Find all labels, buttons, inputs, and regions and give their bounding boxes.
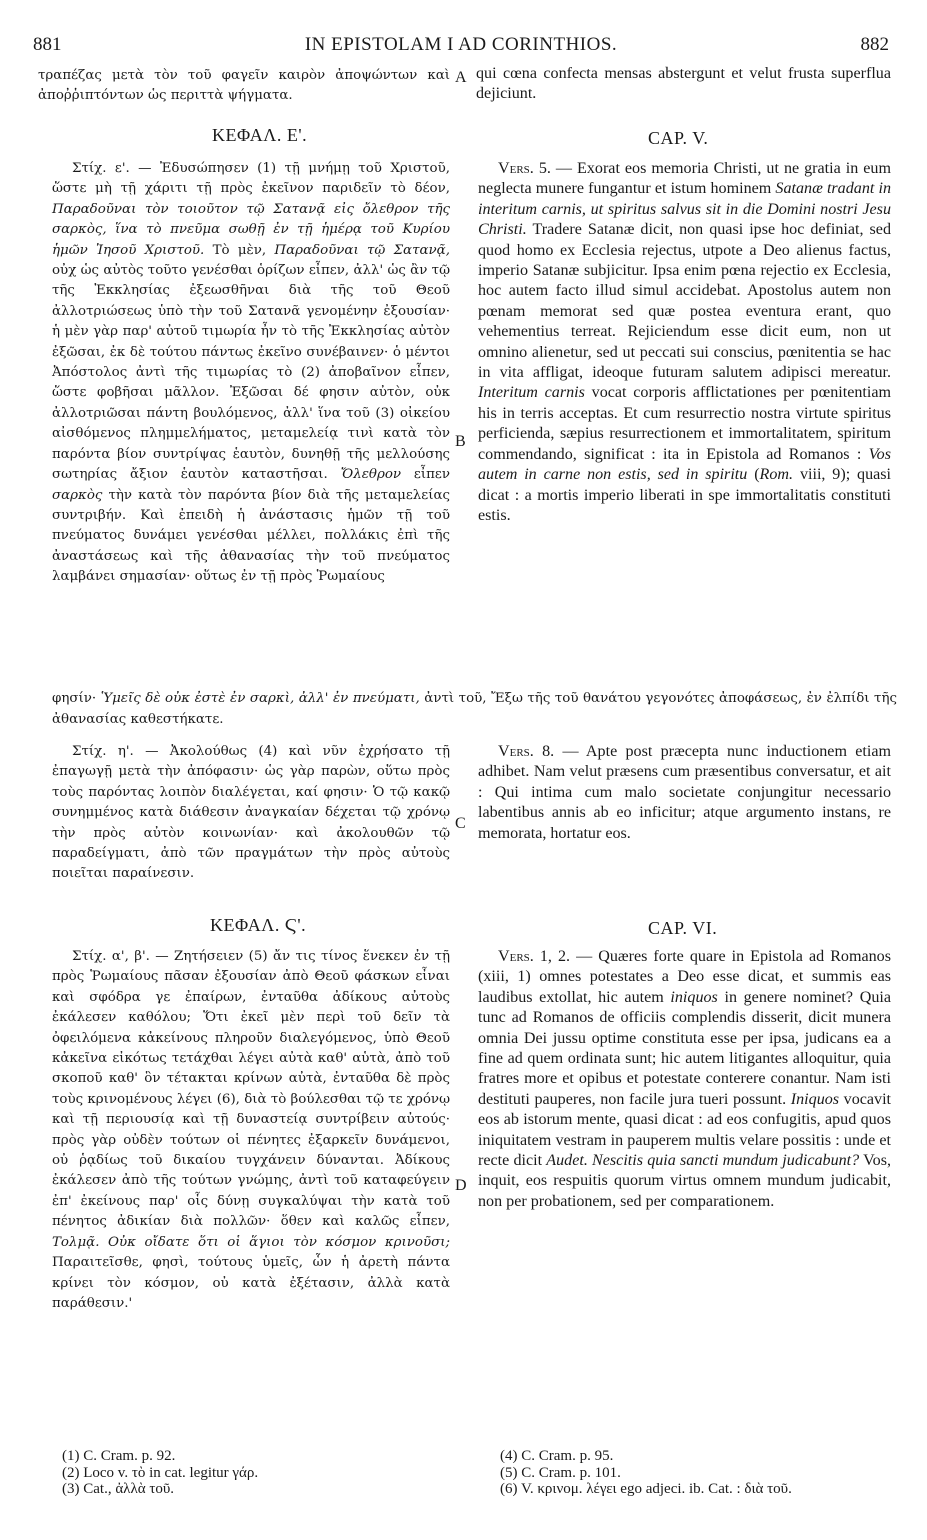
running-header xyxy=(33,34,889,58)
page-number-right: 882 xyxy=(860,34,889,55)
latin-vers8: Vers. 8. — Apte post præcepta nunc inductionem etiam adhibet. Nam velut præsens cum præsentibus conversatur, et ait : Qui intima cum malo societate conjungitur necessario labentibus annis ab eo inficitur; atque argumento instans, re memorata, hortatur eos. xyxy=(478,743,891,842)
footnote-6: (6) V. κρινομ. λέγει ego adjeci. ib. Cat. : διὰ τοῦ. xyxy=(500,1481,792,1497)
margin-letter-c: C xyxy=(455,815,466,832)
latin-cap5-body: Vers. 5. — Exorat eos memoria Christi, ut ne gratia in eum neglecta munere fungantur et istum hominem Satanæ tradant in interitum carnis, ut spiritus salvus sit in die Domini nostri Jesu Christi. Tradere Satanæ dicit, non quasi ipse hoc definiat, sed quod homo ex Ecclesia rejectus, utpote a Deo alienus factus, imperio Satanæ subjicitur. Ipsa enim pœna rejectio ex Ecclesia, hoc autem facto illud simul accidebat. Apostolus autem non pœnam memorat sed quæ postea eventura erant, quo vehementius terreat. Rejiciendum esse dicit eum, non ut omnino alienetur, sed ut peccati sui conscius, pœnitentia se hac in vita affligat, ideoque futuram salutem adipisci mereatur. Interitum carnis vocat corporis afflictationes per pœnitentiam his in terris acceptas. Et cum resurrectio nostra virtute spiritus perficienda, sæpius resurrectionem et immortalitatem, spiritum commendando, significat : ita in Epistola ad Romanos : Vos autem in carne non estis, sed in spiritu (Rom. viii, 9); quasi dicat : a mortis imperio liberati in spe immortalitatis constituti estis. xyxy=(478,160,892,524)
greek-cap5-heading: ΚΕΦΑΛ. Ε'. xyxy=(212,125,308,145)
footnote-4: (4) C. Cram. p. 95. xyxy=(500,1448,614,1464)
margin-letter-a: A xyxy=(455,69,467,86)
page-number-left: 881 xyxy=(33,34,62,55)
footnotes-left xyxy=(62,1448,258,1498)
footnote-3: (3) Cat., ἀλλὰ τοῦ. xyxy=(62,1481,175,1497)
margin-letter-b: B xyxy=(455,433,466,450)
greek-vers8: Στίχ. η'. — Ἀκολούθως (4) καὶ νῦν ἐχρήσατο τῇ ἐπαγωγῇ μετὰ τὴν ἀπόφασιν· ὡς γὰρ παρὼν, οὕτω πρὸς τοὺς παρόντας λοιπὸν διαλέγεται, καί φησιν· Ὁ τῷ κακῷ συνημμένος κατὰ διάθεσιν ἀναγκαίαν δέχεται τῷ χρόνῳ τὴν πρὸς αὐτὸν κοινωνίαν· καὶ ἀκολουθῶν τῷ παραδείγματι, ἀπὸ τῶν πραγμάτων τὴν πρὸς αὐτοὺς ποιεῖται παραίνεσιν. xyxy=(52,744,450,882)
greek-top-lines: τραπέζας μετὰ τὸν τοῦ φαγεῖν καιρὸν ἀποψώντων καὶ ἀποῤῥιπτόντων ὡς περιττὰ ψήγματα. xyxy=(38,68,450,104)
footnote-5: (5) C. Cram. p. 101. xyxy=(500,1464,621,1481)
latin-top-lines: qui cœna confecta mensas abstergunt et velut frusta superflua dejiciunt. xyxy=(476,65,891,103)
margin-letter-d: D xyxy=(455,1177,467,1194)
footnotes-right xyxy=(500,1448,792,1498)
greek-cap6-heading: ΚΕΦΑΛ. Ϛ'. xyxy=(210,915,307,935)
running-title: IN EPISTOLAM I AD CORINTHIOS. xyxy=(304,34,618,55)
footnote-1: (1) C. Cram. p. 92. xyxy=(62,1448,176,1464)
greek-cap5-body: Στίχ. ε'. — Ἐδυσώπησεν (1) τῇ μνήμῃ τοῦ Χριστοῦ, ὥστε μὴ τῇ χάριτι τῇ πρὸς ἐκεῖνον παριδεῖν τὸ δέον, Παραδοῦναι τὸν τοιοῦτον τῷ Σατανᾷ εἰς ὄλεθρον τῆς σαρκὸς, ἵνα τὸ πνεῦμα σωθῇ ἐν τῇ ἡμέρᾳ τοῦ Κυρίου ἡμῶν Ἰησοῦ Χριστοῦ. Τὸ μὲν, Παραδοῦναι τῷ Σατανᾷ, οὐχ ὡς αὐτὸς τοῦτο γενέσθαι ὁρίζων εἶπεν, ἀλλ' ὡς ἂν τῷ τῆς Ἐκκλησίας ἐξεωσθῆναι διὰ τῆς τοῦ Θεοῦ ἀλλοτριώσεως ὑπὸ τὴν τοῦ Σατανᾶ γενομένην ἐξουσίαν· ἡ μὲν γὰρ παρ' αὐτοῦ τιμωρία ἦν τὸ τῆς Ἐκκλησίας αὐτὸν ἐξῶσαι, ἐκ δὲ τούτου πάντως ἐκεῖνο συνέβαινεν· ὁ μέντοι Ἀπόστολος ἀντὶ τῆς τιμωρίας τὸ (2) ἀποβαῖνον εἶπεν, ὥστε φοβῆσαι μᾶλλον. Ἐξῶσαι δέ φησιν αὐτὸν, οὐκ ἀλλοτριῶσαι πάντη βουλόμενος, ἀλλ' ἵνα τοῦ (3) οἰκείου αἰσθόμενος πλημμελήματος, μεταμελείᾳ τινὶ κατὰ τὸν παρόντα βίον συντρίψας ἑαυτὸν, δυνηθῇ τῆς μελλούσης σωτηρίας ἄξιον ἑαυτὸν καταστῆσαι. Ὄλεθρον εἶπεν σαρκὸς τὴν κατὰ τὸν παρόντα βίον διὰ τῆς μεταμελείας συντριβήν. Καὶ ἐπειδὴ ἡ ἀνάστασις ἡμῶν τῇ τοῦ πνεύματος δυνάμει γενέσθαι μέλλει, πολλάκις ἐπὶ τῆς ἀναστάσεως καὶ τῆς ἀθανασίας τὴν τοῦ πνεύματος λαμβάνει σημασίαν· οὕτως ἐν τῇ πρὸς Ῥωμαίους xyxy=(52,161,450,585)
greek-wide-lines: φησίν· Ὑμεῖς δὲ οὐκ ἐστὲ ἐν σαρκὶ, ἀλλ' ἐν πνεύματι, ἀντὶ τοῦ, Ἔξω τῆς τοῦ θανάτου γεγονότες ἀποφάσεως, ἐν ἐλπίδι τῆς ἀθανασίας καθεστήκατε. xyxy=(52,691,897,727)
footnote-2: (2) Loco v. τὸ in cat. legitur γάρ. xyxy=(62,1464,259,1481)
latin-cap6-heading: CAP. VI. xyxy=(648,918,718,938)
greek-cap6-body: Στίχ. α', β'. — Ζητήσειεν (5) ἄν τις τίνος ἕνεκεν ἐν τῇ πρὸς Ῥωμαίους πᾶσαν ἐξουσίαν ἀπὸ Θεοῦ φάσκων εἶναι καὶ σφόδρα γε ἐπαίρων, ἐνταῦθα ἀδίκους αὐτοὺς ἐκάλεσεν καθόλου; Ὅτι ἐκεῖ μὲν περὶ τοῦ δεῖν τὰ ὀφειλόμενα κἀκείνους πληροῦν διαλεγόμενος, ὑπὸ Θεοῦ κἀκεῖνα εἰκότως τετάχθαι λέγει αὐτὰ καθ' αὑτὰ, ἀπὸ τοῦ σκοποῦ καθ' ὃν τέτακται κρίνων αὐτὰ, ἐνταῦθα δὲ πρὸς τοὺς κρινομένους λέγει (6), διὰ τὸ βούλεσθαι τῷ τε χρόνῳ καὶ τῇ περιουσίᾳ καὶ τῇ δυναστείᾳ συντρίβειν αὐτούς· πρὸς γὰρ οὐδὲν τούτων οἱ πένητες ἐξαρκεῖν δυνάμενοι, οὐ ῥᾳδίως τοῦ δικαίου τυγχάνειν δύνανται. Ἀδίκους ἐκάλεσεν ἀπὸ τῆς τούτων γνώμης, ἀντὶ τοῦ καταφεύγειν ἐπ' ἐκείνους παρ' οἷς δύνῃ συγκαλύψαι τὴν κατὰ τοῦ πένητος ἀδικίαν διὰ πολλῶν· ὅθεν καὶ καλῶς εἶπεν, Τολμᾷ. Οὐκ οἴδατε ὅτι οἱ ἅγιοι τὸν κόσμον κρινοῦσι; Παραιτεῖσθε, φησὶ, τούτους ὑμεῖς, ὧν ἡ ἀρετὴ πάντα κρίνει τὸν κόσμον, οὐ κατὰ ἐξέτασιν, ἀλλὰ κατὰ παράθεσιν.' xyxy=(52,949,450,1311)
latin-cap5-heading: CAP. V. xyxy=(648,128,709,148)
latin-cap6-body: Vers. 1, 2. — Quæres forte quare in Epistola ad Romanos (xiii, 1) omnes potestates a Deo esse dicat, et summis eas laudibus extollat, hic autem iniquos in genere nominet? Quia tunc ad Romanos de officiis complendis disserit, dicit munera omnia Dei jussu optime constituta esse per ipsa, judicans ea a fine ad quem ordinata sunt; hic autem litigantes alloquitur, quia fratres more et opibus et potestate conterere conantur. Nam isti destituti pauperes, non facile jura tueri possunt. Iniquos vocavit eos ab istorum mente, quasi dicat : ad eos confugitis, apud quos iniquitatem vestram in pauperem multis velare possitis : unde et recte dicit Audet. Nescitis quia sancti mundum judicabunt? Vos, inquit, eos respuitis quorum virtus omnem mundum judicabit, non per probationem, sed per comparationem. xyxy=(478,948,892,1210)
